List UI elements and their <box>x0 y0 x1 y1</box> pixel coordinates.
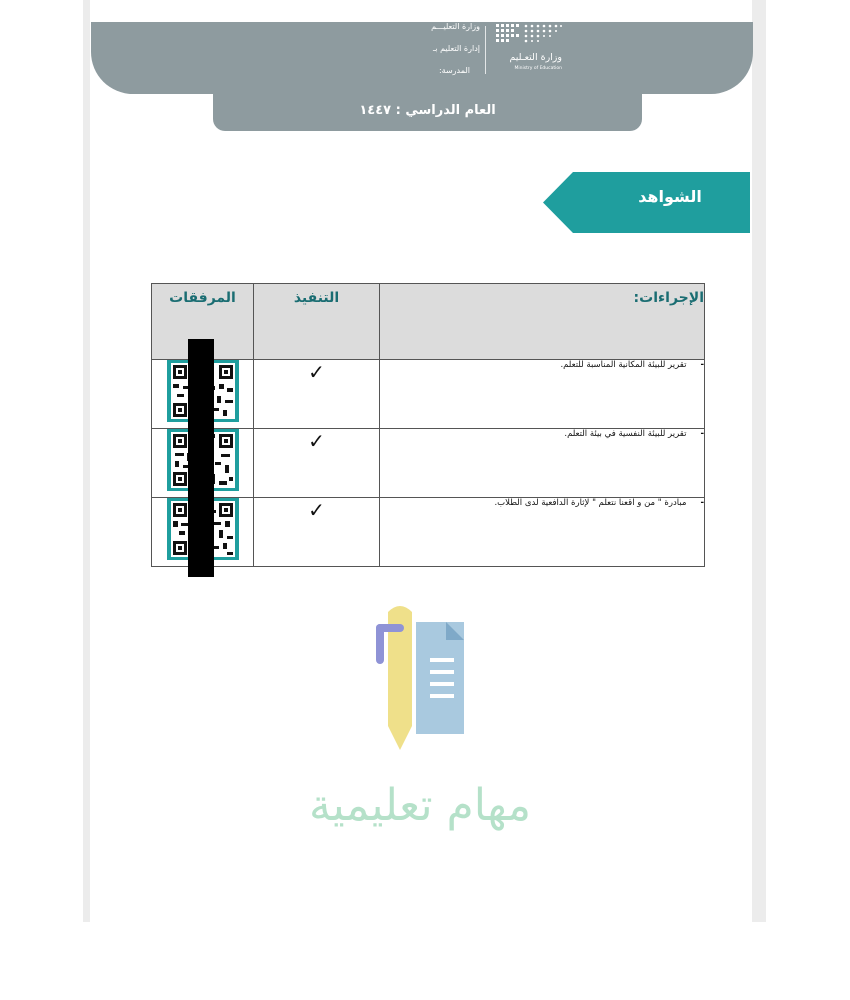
watermark-text: مهام تعليمية <box>308 780 532 831</box>
header-procedures: الإجراءات: <box>380 284 705 360</box>
execution-check: ✓ <box>254 360 380 429</box>
procedure-text: مبادرة " من و اقعنا نتعلم " لإثارة الدافعية لدى الطلاب. <box>494 498 687 508</box>
ministry-logo-arabic: وزارة التعـليم <box>509 52 562 63</box>
procedure-cell <box>380 429 705 498</box>
header-execution: التنفيذ <box>254 284 380 360</box>
table-row <box>152 360 705 429</box>
table-row <box>152 429 705 498</box>
redaction-bar <box>188 339 214 577</box>
table-row <box>152 498 705 567</box>
ministry-logo-dots-icon <box>496 24 562 48</box>
ministry-logo-english: Ministry of Education <box>514 66 562 71</box>
admin-line: إدارة التعليم بـ <box>432 44 480 53</box>
execution-check: ✓ <box>254 429 380 498</box>
procedure-text: تقرير للبيئة المكانية المناسبة للتعلم. <box>560 360 687 370</box>
ministry-logo <box>496 24 562 74</box>
procedure-cell <box>380 498 705 567</box>
pencil-document-logo-icon <box>372 600 468 755</box>
ministry-line: وزارة التعليـــم <box>431 22 480 31</box>
school-line: المدرسة: <box>438 66 470 75</box>
academic-year-bar: العام الدراسي : ١٤٤٧ <box>213 93 642 131</box>
section-title: الشواهد <box>638 187 702 206</box>
header-divider <box>485 26 486 74</box>
header-band <box>91 22 753 94</box>
bullet-marker: - <box>700 360 704 370</box>
procedure-cell <box>380 360 705 429</box>
evidence-table <box>151 283 705 567</box>
header-attachments: المرفقات <box>152 284 254 360</box>
execution-check: ✓ <box>254 498 380 567</box>
procedure-text: تقرير للبيئة النفسية في بيئة التعلم. <box>564 429 687 439</box>
table-header-row <box>152 284 705 360</box>
bullet-marker: - <box>700 498 704 508</box>
bullet-marker: - <box>700 429 704 439</box>
